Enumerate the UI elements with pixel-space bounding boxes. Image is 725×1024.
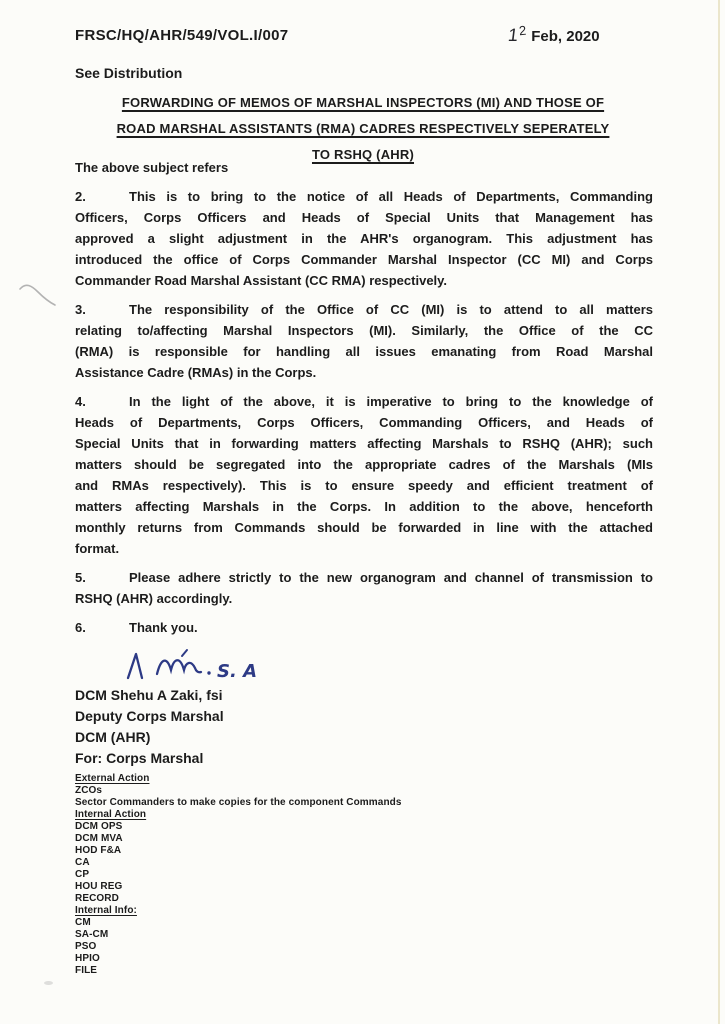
distribution-item: DCM MVA bbox=[75, 833, 123, 844]
signature-initials: S. A bbox=[217, 661, 257, 682]
distribution-item: SA-CM bbox=[75, 929, 109, 940]
signature-icon bbox=[121, 646, 271, 684]
paragraph-line: matters should be segregated into the appropriate cadres of the Marshals (MIs bbox=[75, 457, 653, 472]
paragraph-line: Commander Road Marshal Assistant (CC RMA) respectively. bbox=[75, 273, 448, 288]
distribution-heading: External Action bbox=[75, 773, 150, 784]
scan-smudge-artifact bbox=[44, 981, 53, 985]
title-line: FORWARDING OF MEMOS OF MARSHAL INSPECTORS (MI) AND THOSE OF bbox=[121, 95, 605, 110]
paragraph-line: Assistance Cadre (RMAs) in the Corps. bbox=[75, 365, 317, 380]
paragraph-number: 6. bbox=[75, 620, 86, 635]
paragraph-line: and RMAs respectively). This is to ensure speedy and efficient treatment of bbox=[75, 478, 653, 493]
memo-body bbox=[75, 157, 653, 977]
salutation: See Distribution bbox=[75, 65, 183, 81]
signatory-rank: Deputy Corps Marshal bbox=[75, 708, 224, 724]
signatory-office: DCM (AHR) bbox=[75, 729, 151, 745]
distribution-item: CM bbox=[75, 917, 91, 928]
paragraph-line: 5. Please adhere strictly to the new organogram and channel of transmission to bbox=[75, 567, 653, 588]
intro-line: The above subject refers bbox=[75, 160, 229, 175]
paragraph-number: 3. bbox=[75, 302, 86, 317]
memo-paragraph bbox=[75, 299, 653, 383]
paragraph-line: RSHQ (AHR) accordingly. bbox=[75, 591, 233, 606]
distribution-item: HOU REG bbox=[75, 881, 123, 892]
memo-paragraph bbox=[75, 391, 653, 559]
paragraph-number: 4. bbox=[75, 394, 86, 409]
paragraph-line: Officers, Corps Officers and Heads of Special Units that Management has bbox=[75, 210, 653, 225]
paragraph-line: 2. This is to bring to the notice of all Heads of Departments, Commanding bbox=[75, 186, 653, 207]
distribution-list bbox=[75, 773, 653, 977]
memo-paragraph bbox=[75, 186, 653, 291]
paragraph-line: Special Units that in forwarding matters affecting Marshals to RSHQ (AHR); such bbox=[75, 436, 653, 451]
paragraph-number: 2. bbox=[75, 189, 86, 204]
title-line: ROAD MARSHAL ASSISTANTS (RMA) CADRES RESPECTIVELY SEPERATELY bbox=[116, 121, 610, 136]
paragraph-line: Heads of Departments, Corps Officers, Commanding Officers, and Heads of bbox=[75, 415, 653, 430]
distribution-item: DCM OPS bbox=[75, 821, 123, 832]
pen-check-mark-icon bbox=[16, 280, 60, 317]
distribution-heading: Internal Info: bbox=[75, 905, 137, 916]
paragraphs bbox=[75, 186, 653, 638]
distribution-item: HOD F&A bbox=[75, 845, 122, 856]
paragraph-line: introduced the office of Corps Commander Marshal Inspector (CC MI) and Corps bbox=[75, 252, 653, 267]
paragraph-line: format. bbox=[75, 541, 120, 556]
date bbox=[508, 23, 600, 46]
distribution-item: CA bbox=[75, 857, 90, 868]
distribution-item: RECORD bbox=[75, 893, 119, 904]
signatory-for: For: Corps Marshal bbox=[75, 750, 204, 766]
memo-paragraph bbox=[75, 567, 653, 609]
signatory-block bbox=[75, 685, 653, 769]
paragraph-number: 5. bbox=[75, 570, 86, 585]
paragraph-line: 6. Thank you. bbox=[75, 617, 653, 638]
distribution-item: HPIO bbox=[75, 953, 100, 964]
paragraph-line: relating to/affecting Marshal Inspectors (MI). Similarly, the Office of the CC bbox=[75, 323, 653, 338]
distribution-item: PSO bbox=[75, 941, 97, 952]
paragraph-line: approved a slight adjustment in the AHR's organogram. This adjustment has bbox=[75, 231, 653, 246]
distribution-item: ZCOs bbox=[75, 785, 103, 796]
paragraph-line: matters affecting Marshals in the Corps. In addition to the above, henceforth bbox=[75, 499, 653, 514]
distribution-heading: Internal Action bbox=[75, 809, 147, 820]
reference-number: FRSC/HQ/AHR/549/VOL.I/007 bbox=[75, 27, 289, 44]
paragraph-line: 3. The responsibility of the Office of CC (MI) is to attend to all matters bbox=[75, 299, 653, 320]
distribution-item: Sector Commanders to make copies for the component Commands bbox=[75, 797, 402, 808]
ink-signature bbox=[121, 646, 653, 684]
paragraph-line: 4. In the light of the above, it is imperative to bring to the knowledge of bbox=[75, 391, 653, 412]
distribution-item: CP bbox=[75, 869, 90, 880]
paragraph-line: monthly returns from Commands should be forwarded in line with the attached bbox=[75, 520, 653, 535]
paragraph-line: (RMA) is responsible for handling all issues emanating from Road Marshal bbox=[75, 344, 653, 359]
title-line: TO RSHQ (AHR) bbox=[311, 147, 415, 162]
scan-edge-artifact bbox=[718, 0, 720, 1024]
memo-paragraph bbox=[75, 617, 653, 638]
signatory-name: DCM Shehu A Zaki, fsi bbox=[75, 687, 223, 703]
date-month-year: Feb, 2020 bbox=[531, 28, 600, 45]
handwritten-day: 12 bbox=[506, 22, 527, 45]
distribution-item: FILE bbox=[75, 965, 98, 976]
